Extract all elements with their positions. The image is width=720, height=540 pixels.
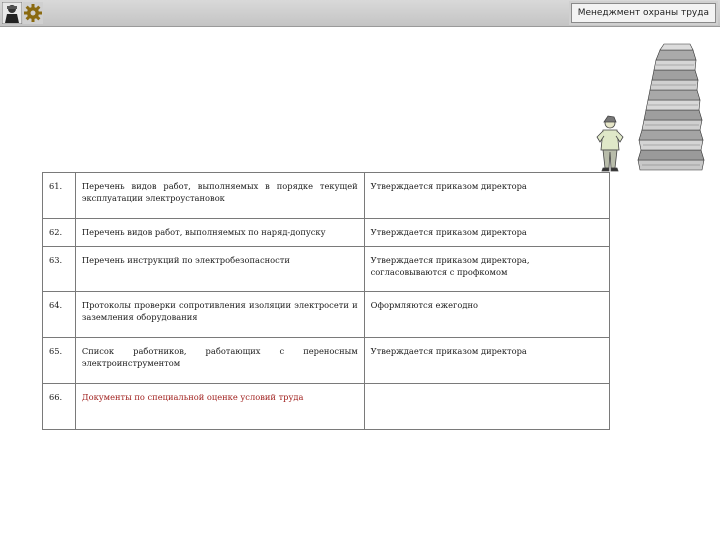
document-name: Перечень инструкций по электробезопасности — [75, 247, 364, 292]
approval-note: Утверждается приказом директора — [364, 338, 609, 384]
row-number: 66. — [43, 384, 76, 430]
row-number: 61. — [43, 173, 76, 219]
worker-gear-logo-icon — [2, 1, 44, 25]
approval-note: Утверждается приказом директора, согласовываются с профкомом — [364, 247, 609, 292]
table-row — [43, 338, 610, 384]
document-name: Перечень видов работ, выполняемых по наряд-допуску — [75, 219, 364, 247]
table-row — [43, 219, 610, 247]
table-row — [43, 173, 610, 219]
document-name-highlighted: Документы по специальной оценке условий труда — [75, 384, 364, 430]
document-name: Список работников, работающих с переносным электроинструментом — [75, 338, 364, 384]
documents-table — [42, 172, 610, 430]
approval-note: Утверждается приказом директора — [364, 219, 609, 247]
gear-icon — [23, 2, 43, 24]
row-number: 62. — [43, 219, 76, 247]
row-number: 64. — [43, 292, 76, 338]
table-row — [43, 247, 610, 292]
worker-icon — [2, 2, 22, 24]
header-bar — [0, 0, 720, 27]
document-name: Протоколы проверки сопротивления изоляции электросети и заземления оборудования — [75, 292, 364, 338]
table-row — [43, 292, 610, 338]
table-row — [43, 384, 610, 430]
approval-note: Утверждается приказом директора — [364, 173, 609, 219]
document-name: Перечень видов работ, выполняемых в порядке текущей эксплуатации электроустановок — [75, 173, 364, 219]
approval-note — [364, 384, 609, 430]
approval-note: Оформляются ежегодно — [364, 292, 609, 338]
page-title: Менеджмент охраны труда — [571, 3, 716, 23]
man-with-paper-stack-icon — [592, 42, 712, 174]
row-number: 65. — [43, 338, 76, 384]
row-number: 63. — [43, 247, 76, 292]
man-figure — [597, 116, 623, 171]
